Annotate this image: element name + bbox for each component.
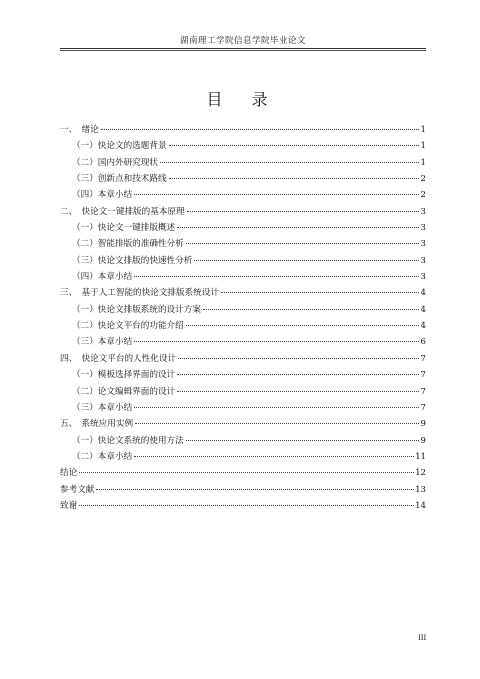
toc-entry-section[interactable] — [60, 302, 426, 318]
toc-entry-page: 13 — [415, 484, 426, 495]
header-rule — [60, 48, 426, 49]
toc-entry-page: 3 — [420, 206, 426, 217]
toc-leader-dots — [134, 194, 419, 195]
toc-entry-section[interactable] — [60, 269, 426, 285]
toc-entry-section[interactable] — [60, 400, 426, 416]
toc-entry-page: 2 — [420, 190, 426, 201]
toc-entry-chapter[interactable] — [60, 122, 426, 138]
toc-leader-dots — [134, 407, 419, 408]
toc-entry-section[interactable] — [60, 138, 426, 154]
toc-leader-dots — [178, 358, 419, 359]
toc-entry-chapter[interactable] — [60, 351, 426, 367]
toc-leader-dots — [221, 292, 419, 293]
toc-leader-dots — [177, 227, 419, 228]
toc-entry-section[interactable] — [60, 334, 426, 350]
toc-entry-section[interactable] — [60, 384, 426, 400]
toc-entry-section[interactable] — [60, 155, 426, 171]
toc-entry-section[interactable] — [60, 367, 426, 383]
toc-entry-label: 四、 快论文平台的人性化设计 — [60, 353, 177, 364]
toc-entry-page: 14 — [415, 500, 426, 511]
toc-entry-label: 一、 绪论 — [60, 125, 99, 135]
toc-entry-page: 3 — [420, 255, 426, 266]
toc-leader-dots — [160, 162, 419, 163]
toc-entry-page: 4 — [420, 288, 426, 299]
toc-entry-label: （一）快论文排版系统的设计方案 — [72, 304, 201, 315]
toc-entry-page: 1 — [420, 125, 426, 135]
toc-entry-label: （二）论文编辑界面的设计 — [72, 386, 176, 397]
toc-title: 目 录 — [206, 90, 280, 109]
toc-entry-page: 2 — [420, 174, 426, 185]
page-number: III — [418, 634, 427, 642]
toc-entry-section[interactable] — [60, 187, 426, 203]
toc-leader-dots — [186, 243, 419, 244]
toc-entry-label: 三、 基于人工智能的快论文排版系统设计 — [60, 288, 219, 299]
toc-entry-label: （三）创新点和技术路线 — [72, 174, 167, 185]
toc-entry-page: 9 — [420, 435, 426, 446]
toc-list — [60, 122, 426, 514]
toc-entry-label: （四）本章小结 — [72, 272, 133, 283]
toc-leader-dots — [79, 472, 414, 473]
toc-entry-section[interactable] — [60, 449, 426, 465]
toc-leader-dots — [194, 260, 419, 261]
toc-entry-label: （一）模板选择界面的设计 — [72, 370, 176, 381]
page-header: 湖南理工学院信息学院毕业论文 — [179, 36, 306, 46]
toc-entry-page: 7 — [420, 353, 426, 364]
header-rule-thin — [60, 50, 426, 51]
toc-entry-label: （一）快论文系统的使用方法 — [72, 435, 184, 446]
toc-entry-page: 4 — [420, 304, 426, 315]
toc-entry-label: （一）快论文的选题背景 — [72, 141, 167, 152]
toc-leader-dots — [169, 178, 419, 179]
toc-entry-page: 1 — [420, 141, 426, 152]
toc-leader-dots — [101, 129, 419, 130]
toc-entry-chapter[interactable] — [60, 465, 426, 481]
toc-entry-page: 7 — [420, 370, 426, 381]
toc-entry-label: 致谢 — [60, 500, 78, 511]
toc-entry-chapter[interactable] — [60, 498, 426, 514]
toc-entry-page: 3 — [420, 239, 426, 250]
toc-entry-page: 3 — [420, 272, 426, 283]
toc-leader-dots — [169, 145, 419, 146]
toc-leader-dots — [134, 276, 419, 277]
toc-entry-label: （二）快论文平台的功能介绍 — [72, 321, 184, 332]
toc-leader-dots — [177, 391, 419, 392]
toc-entry-label: 二、 快论文一键排版的基本原理 — [60, 206, 185, 217]
toc-entry-chapter[interactable] — [60, 204, 426, 220]
toc-entry-page: 3 — [420, 223, 426, 234]
toc-leader-dots — [134, 341, 419, 342]
toc-entry-label: （二）国内外研究现状 — [72, 157, 158, 168]
toc-entry-section[interactable] — [60, 433, 426, 449]
toc-entry-section[interactable] — [60, 220, 426, 236]
toc-leader-dots — [187, 211, 419, 212]
toc-leader-dots — [135, 423, 419, 424]
toc-entry-chapter[interactable] — [60, 285, 426, 301]
toc-leader-dots — [79, 505, 414, 506]
toc-entry-label: （二）本章小结 — [72, 451, 133, 462]
toc-entry-section[interactable] — [60, 236, 426, 252]
toc-entry-section[interactable] — [60, 171, 426, 187]
toc-entry-section[interactable] — [60, 253, 426, 269]
toc-leader-dots — [203, 309, 419, 310]
toc-entry-page: 6 — [420, 337, 426, 348]
toc-entry-label: （三）快论文排版的快速性分析 — [72, 255, 193, 266]
toc-leader-dots — [186, 325, 419, 326]
toc-entry-label: 结论 — [60, 468, 78, 479]
toc-entry-page: 11 — [415, 451, 426, 462]
toc-entry-section[interactable] — [60, 318, 426, 334]
toc-leader-dots — [96, 489, 414, 490]
toc-entry-label: （三）本章小结 — [72, 337, 133, 348]
toc-entry-page: 9 — [420, 419, 426, 430]
toc-leader-dots — [134, 456, 414, 457]
toc-entry-page: 12 — [415, 468, 426, 479]
toc-entry-label: （一）快论文一键排版概述 — [72, 223, 176, 234]
toc-entry-label: 参考文献 — [60, 484, 95, 495]
toc-entry-chapter[interactable] — [60, 482, 426, 498]
toc-entry-label: （四）本章小结 — [72, 190, 133, 201]
toc-leader-dots — [177, 374, 419, 375]
toc-entry-page: 7 — [420, 386, 426, 397]
toc-entry-label: 五、 系统应用实例 — [60, 419, 134, 430]
toc-leader-dots — [186, 440, 419, 441]
toc-entry-chapter[interactable] — [60, 416, 426, 432]
toc-entry-page: 7 — [420, 402, 426, 413]
toc-entry-page: 4 — [420, 321, 426, 332]
toc-entry-label: （三）本章小结 — [72, 402, 133, 413]
toc-entry-label: （二）智能排版的准确性分析 — [72, 239, 184, 250]
toc-entry-page: 1 — [420, 157, 426, 168]
